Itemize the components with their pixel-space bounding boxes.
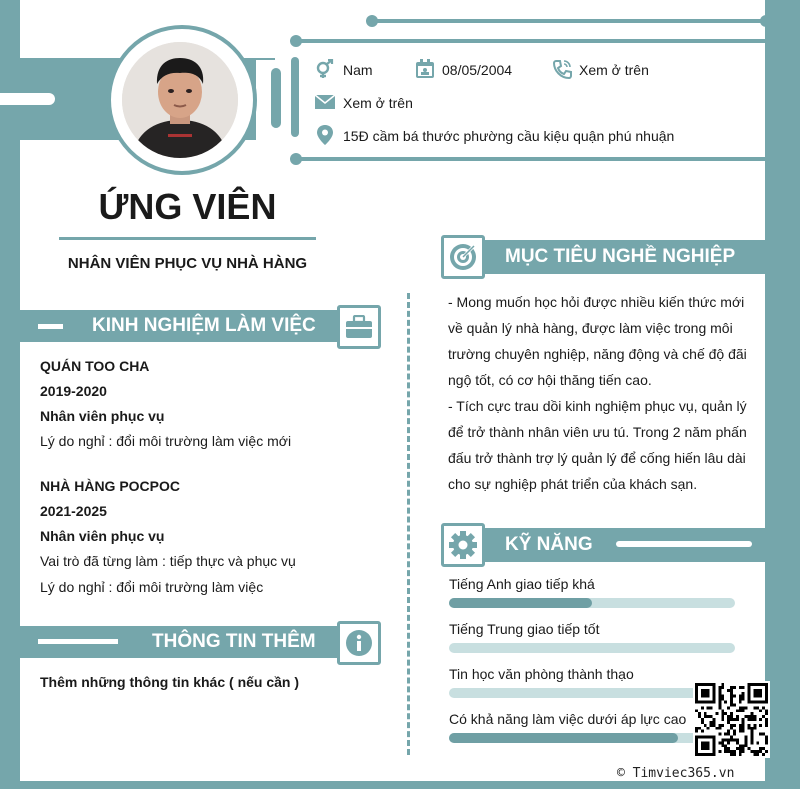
header-dot-bottom xyxy=(290,153,302,165)
header-dot-top-right xyxy=(760,15,772,27)
header-divider-vertical xyxy=(271,68,281,128)
job-2-period: 2021-2025 xyxy=(40,503,107,519)
gender-icon xyxy=(315,59,335,84)
job-2-company: NHÀ HÀNG POCPOC xyxy=(40,478,181,494)
dob-value: 08/05/2004 xyxy=(442,62,513,78)
objective-line-1: - Mong muốn học hỏi được nhiều kiến thức mới xyxy=(448,294,745,310)
gear-icon xyxy=(448,530,478,560)
skill-2-label: Tiếng Trung giao tiếp tốt xyxy=(449,621,600,637)
objective-line-5: - Tích cực trau dồi kinh nghiệm phục vụ, quản lý xyxy=(448,398,747,414)
extra-icon-box xyxy=(337,621,381,665)
phone-value: Xem ở trên xyxy=(579,62,649,78)
experience-icon-box xyxy=(337,305,381,349)
skill-2-bar xyxy=(449,643,735,653)
skills-title: KỸ NĂNG xyxy=(505,534,593,555)
job-2-detail-2: Lý do nghỉ : đổi môi trường làm việc xyxy=(40,579,264,595)
frame-right xyxy=(780,0,800,789)
name-underline xyxy=(59,237,316,240)
skill-4-fill xyxy=(449,733,678,743)
skill-1-fill xyxy=(449,598,592,608)
skills-icon-box xyxy=(441,523,485,567)
objective-line-2: về quản lý nhà hàng, được làm việc trong môi xyxy=(448,320,733,336)
job-1-period: 2019-2020 xyxy=(40,383,107,399)
target-icon xyxy=(448,242,478,272)
phone-icon xyxy=(552,59,572,84)
objective-title: MỤC TIÊU NGHỀ NGHIỆP xyxy=(505,246,736,267)
skill-1-bar xyxy=(449,598,735,608)
header-bracket xyxy=(291,57,299,137)
frame-bottom xyxy=(0,781,800,789)
briefcase-icon xyxy=(345,315,373,339)
frame-right-inner xyxy=(765,0,780,789)
job-2-detail-1: Vai trò đã từng làm : tiếp thực và phục vụ xyxy=(40,553,296,569)
experience-title: KINH NGHIỆM LÀM VIỆC xyxy=(92,315,316,336)
gender-value: Nam xyxy=(343,62,373,78)
extra-text: Thêm những thông tin khác ( nếu cần ) xyxy=(40,674,300,690)
header-white-pill xyxy=(0,93,55,105)
header-dot-2 xyxy=(290,35,302,47)
job-1-role: Nhân viên phục vụ xyxy=(40,408,165,424)
extra-title: THÔNG TIN THÊM xyxy=(152,631,316,652)
skill-3-label: Tin học văn phòng thành thạo xyxy=(449,666,634,682)
email-icon xyxy=(315,94,335,115)
job-2-role: Nhân viên phục vụ xyxy=(40,528,165,544)
header-line-top xyxy=(372,19,765,23)
candidate-position: NHÂN VIÊN PHỤC VỤ NHÀ HÀNG xyxy=(67,255,308,272)
info-icon xyxy=(345,629,373,657)
email-value: Xem ở trên xyxy=(343,95,413,111)
objective-line-7: đấu trở thành trợ lý quản lý để cống hiến lâu dài xyxy=(448,450,746,466)
objective-line-6: để trở thành nhân viên ưu tú. Trong 2 năm phấn xyxy=(448,424,747,440)
skill-4-label: Có khả năng làm việc dưới áp lực cao xyxy=(449,711,687,727)
candidate-name: ỨNG VIÊN xyxy=(98,186,277,227)
objective-icon-box xyxy=(441,235,485,279)
avatar xyxy=(122,42,238,158)
extra-header-dash xyxy=(38,639,118,644)
job-1-company: QUÁN TOO CHA xyxy=(40,358,150,374)
address-value: 15Đ cầm bá thước phường cầu kiệu quận phú nhuận xyxy=(343,128,675,144)
job-1-detail: Lý do nghỉ : đổi môi trường làm việc mới xyxy=(40,433,292,449)
column-divider xyxy=(407,293,410,755)
location-icon xyxy=(317,125,333,150)
watermark: © Timviec365.vn xyxy=(617,766,735,781)
skills-header-dash xyxy=(616,541,752,547)
calendar-icon xyxy=(415,59,435,84)
header-line-bottom xyxy=(296,157,774,161)
objective-line-4: ngộ tốt, có cơ hội thăng tiến cao. xyxy=(448,372,652,388)
qr-code xyxy=(693,681,770,758)
experience-header-dash xyxy=(38,324,63,329)
skill-1-label: Tiếng Anh giao tiếp khá xyxy=(449,576,595,592)
header-dot-top xyxy=(366,15,378,27)
objective-line-8: cho sự nghiệp phát triển của khách sạn. xyxy=(448,476,698,492)
objective-line-3: trường chuyên nghiệp, năng động và chế độ đãi xyxy=(448,346,747,362)
header-line-2 xyxy=(296,39,774,43)
